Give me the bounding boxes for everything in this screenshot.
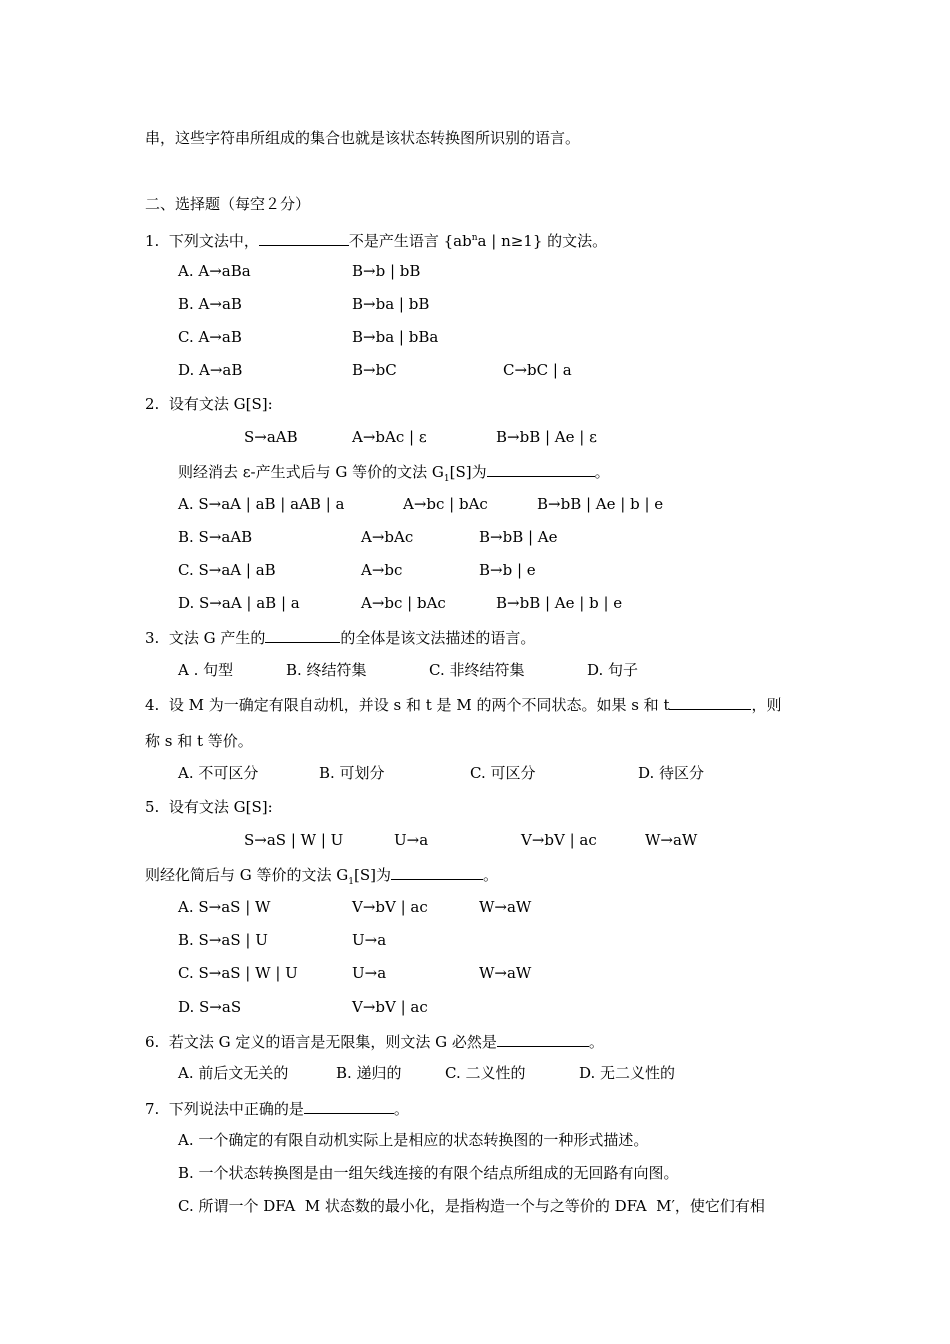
q6-stem-post: 。: [588, 1033, 604, 1051]
q2-option-b-prod3: B→bB | Ae: [479, 528, 558, 546]
q6-answer-blank[interactable]: [497, 1030, 589, 1047]
q2-option-d-prod3: B→bB | Ae | b | e: [496, 594, 623, 612]
q7-option-b: B. 一个状态转换图是由一组矢线连接的有限个结点所组成的无回路有向图。: [178, 1164, 679, 1182]
q1-option-d: D. A→aB: [178, 361, 243, 379]
q1-stem-post-b: a | n≥1} 的文法。: [477, 232, 608, 250]
q4-answer-blank[interactable]: [669, 693, 751, 710]
q2-stem: 设有文法 G[S]:: [168, 395, 273, 413]
q3-option-a: A . 句型: [178, 661, 234, 679]
q4-stem-pre: 设 M 为一确定有限自动机，并设 s 和 t 是 M 的两个不同状态。如果 s 和 t: [168, 696, 670, 714]
q1-stem-post-a: 不是产生语言 {ab: [348, 232, 472, 250]
q2-ask-pre: 则经消去 ε-产生式后与 G 等价的文法 G: [178, 463, 444, 481]
q1-option-b: B. A→aB: [178, 295, 242, 313]
q5-number: 5.: [145, 798, 160, 816]
q5-stem: 设有文法 G[S]:: [168, 798, 273, 816]
q6-stem-pre: 若文法 G 定义的语言是无限集，则文法 G 必然是: [168, 1033, 497, 1051]
q5-option-a-prod3: W→aW: [479, 898, 532, 916]
q6-option-d: D. 无二义性的: [579, 1064, 676, 1082]
q4-option-c: C. 可区分: [470, 764, 536, 782]
q5-production-1: S→aS | W | U: [244, 831, 344, 849]
q2-option-c: C. S→aA | aB: [178, 561, 276, 579]
q2-option-d-prod2: A→bc | bAc: [361, 594, 446, 612]
q5-option-c-prod2: U→a: [352, 964, 387, 982]
q6-option-a: A. 前后文无关的: [178, 1064, 289, 1082]
q2-option-a: A. S→aA | aB | aAB | a: [178, 495, 345, 513]
q5-answer-blank[interactable]: [391, 863, 483, 880]
q7-answer-blank[interactable]: [304, 1097, 394, 1114]
q2-option-c-prod2: A→bc: [361, 561, 403, 579]
q5-option-d: D. S→aS: [178, 998, 242, 1016]
section-heading: 二、选择题（每空２分）: [145, 195, 311, 213]
q2-option-b: B. S→aAB: [178, 528, 253, 546]
q1-option-b-prod2: B→ba | bB: [352, 295, 430, 313]
q7-option-a: A. 一个确定的有限自动机实际上是相应的状态转换图的一种形式描述。: [178, 1131, 649, 1149]
q2-ask-mid: [S]为: [449, 463, 487, 481]
q5-ask: [145, 863, 498, 892]
q3-stem-pre: 文法 G 产生的: [168, 629, 266, 647]
q5-option-c: C. S→aS | W | U: [178, 964, 298, 982]
q1-option-c-prod2: B→ba | bBa: [352, 328, 439, 346]
question-5: [145, 797, 273, 817]
q5-option-a: A. S→aS | W: [178, 898, 271, 916]
q2-option-d: D. S→aA | aB | a: [178, 594, 300, 612]
q3-option-d: D. 句子: [587, 661, 639, 679]
q4-option-b: B. 可划分: [319, 764, 385, 782]
q5-ask-pre: 则经化简后与 G 等价的文法 G: [145, 866, 349, 884]
q5-option-b: B. S→aS | U: [178, 931, 268, 949]
q4-option-d: D. 待区分: [638, 764, 705, 782]
q5-production-2: U→a: [394, 831, 429, 849]
question-4: [145, 693, 782, 715]
q3-number: 3.: [145, 629, 160, 647]
question-1: [145, 228, 607, 251]
q1-option-a-prod2: B→b | bB: [352, 262, 421, 280]
q5-option-a-prod2: V→bV | ac: [352, 898, 428, 916]
q1-option-d-prod3: C→bC | a: [503, 361, 572, 379]
q4-number: 4.: [145, 696, 160, 714]
q2-option-c-prod3: B→b | e: [479, 561, 536, 579]
q2-number: 2.: [145, 395, 160, 413]
q2-answer-blank[interactable]: [487, 460, 595, 477]
q2-production-3: B→bB | Ae | ε: [496, 428, 597, 446]
q5-ask-end: 。: [483, 866, 499, 884]
q2-production-1: S→aAB: [244, 428, 298, 446]
q5-production-3: V→bV | ac: [521, 831, 597, 849]
q7-stem-pre: 下列说法中正确的是: [168, 1100, 304, 1118]
q1-superscript: n: [471, 233, 478, 243]
q2-ask: [178, 460, 610, 489]
q5-ask-mid: [S]为: [354, 866, 391, 884]
question-6: [145, 1030, 604, 1052]
q6-option-b: B. 递归的: [336, 1064, 402, 1082]
q1-option-a: A. A→aBa: [178, 262, 251, 280]
question-3: [145, 626, 535, 648]
question-2: [145, 394, 273, 414]
q3-answer-blank[interactable]: [265, 626, 340, 643]
question-7: [145, 1097, 409, 1119]
q5-subscript: 1: [348, 877, 355, 887]
q2-option-b-prod2: A→bAc: [361, 528, 414, 546]
q7-number: 7.: [145, 1100, 160, 1118]
q2-ask-end: 。: [594, 463, 610, 481]
q1-stem-pre: 下列文法中，: [168, 232, 259, 250]
q2-subscript: 1: [443, 474, 450, 484]
q1-number: 1.: [145, 232, 160, 250]
q1-option-c: C. A→aB: [178, 328, 242, 346]
q7-option-c: C. 所谓一个 DFA M 状态数的最小化，是指构造一个与之等价的 DFA M′，使它们有相: [178, 1197, 765, 1215]
q6-option-c: C. 二义性的: [445, 1064, 526, 1082]
q3-option-c: C. 非终结符集: [429, 661, 525, 679]
q6-number: 6.: [145, 1033, 160, 1051]
q2-option-a-prod3: B→bB | Ae | b | e: [537, 495, 664, 513]
q4-stem-post: ，则: [751, 696, 782, 714]
q7-stem-post: 。: [393, 1100, 409, 1118]
q3-stem-post: 的全体是该文法描述的语言。: [340, 629, 536, 647]
q5-option-b-prod2: U→a: [352, 931, 387, 949]
q2-production-2: A→bAc | ε: [352, 428, 427, 446]
q5-production-4: W→aW: [645, 831, 698, 849]
q3-option-b: B. 终结符集: [286, 661, 367, 679]
q5-option-c-prod3: W→aW: [479, 964, 532, 982]
q4-option-a: A. 不可区分: [178, 764, 259, 782]
q1-option-d-prod2: B→bC: [352, 361, 397, 379]
q2-option-a-prod2: A→bc | bAc: [403, 495, 488, 513]
q5-option-d-prod2: V→bV | ac: [352, 998, 428, 1016]
q4-continuation: 称 s 和 t 等价。: [145, 732, 253, 750]
intro-text: 串，这些字符串所组成的集合也就是该状态转换图所识别的语言。: [145, 129, 581, 147]
q1-answer-blank[interactable]: [259, 229, 349, 246]
